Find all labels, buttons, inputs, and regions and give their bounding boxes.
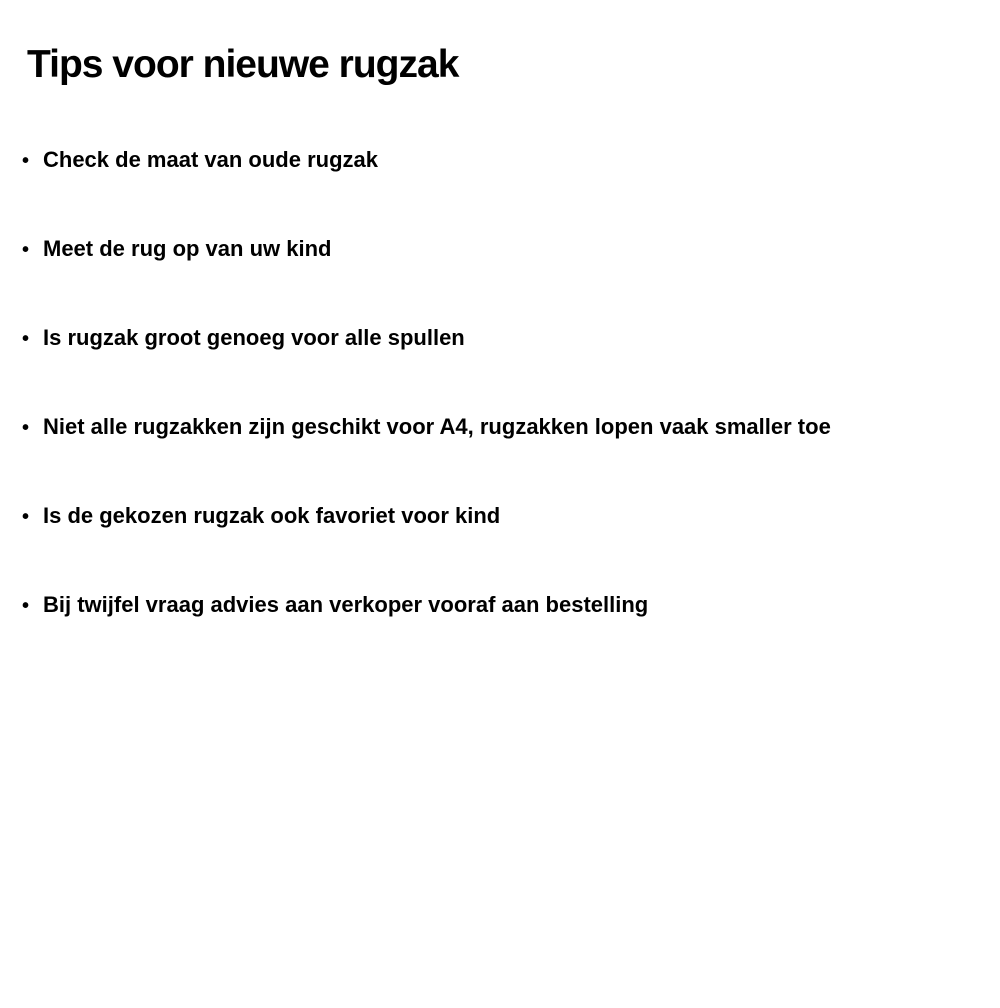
bullet-icon: • (22, 506, 30, 528)
tip-text: Is de gekozen rugzak ook favoriet voor kind (43, 503, 501, 528)
tip-item (22, 503, 970, 530)
tip-item (22, 147, 970, 174)
tip-text: Check de maat van oude rugzak (43, 147, 378, 172)
bullet-icon: • (22, 417, 30, 439)
bullet-icon: • (22, 239, 30, 261)
tip-item (22, 592, 970, 619)
page-title: Tips voor nieuwe rugzak (27, 43, 459, 86)
tip-text: Niet alle rugzakken zijn geschikt voor A4, rugzakken lopen vaak smaller toe (43, 414, 831, 439)
tips-list (22, 147, 970, 619)
bullet-icon: • (22, 150, 30, 172)
bullet-icon: • (22, 595, 30, 617)
tip-text: Is rugzak groot genoeg voor alle spullen (43, 325, 465, 350)
tip-text: Bij twijfel vraag advies aan verkoper vooraf aan bestelling (43, 592, 649, 617)
bullet-icon: • (22, 328, 30, 350)
tip-item (22, 236, 970, 263)
tip-item (22, 414, 970, 441)
tip-text: Meet de rug op van uw kind (43, 236, 332, 261)
tip-item (22, 325, 970, 352)
